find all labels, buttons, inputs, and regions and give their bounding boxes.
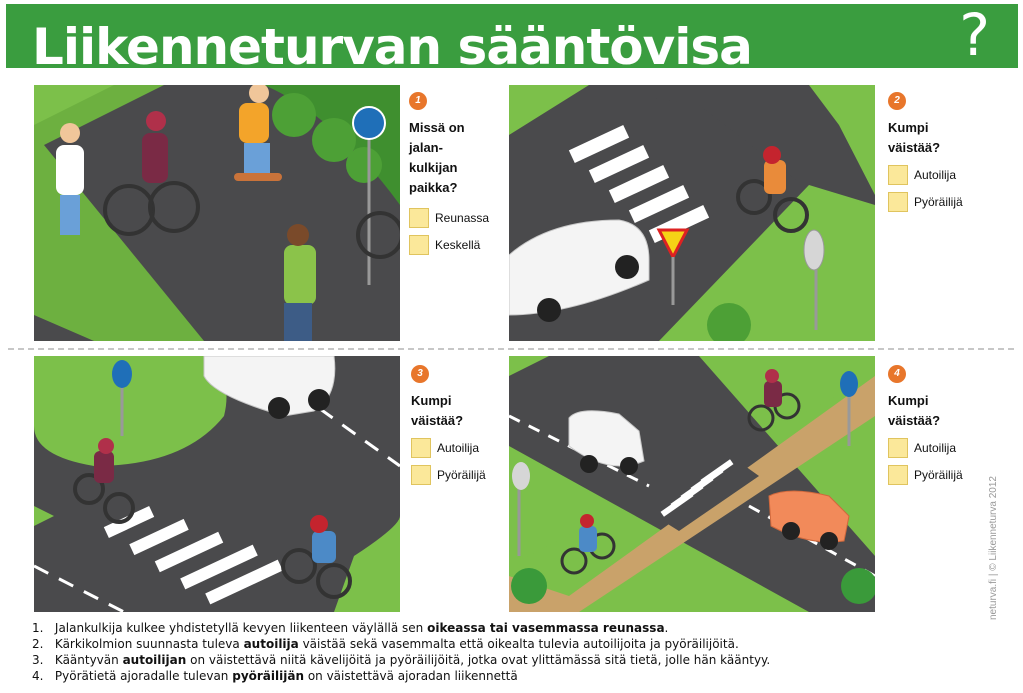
option-label: Autoilija (437, 441, 480, 455)
checkbox[interactable] (888, 192, 908, 212)
answer-text: Kärkikolmion suunnasta tuleva (54, 637, 244, 651)
answer-number: 4. (32, 669, 44, 683)
answer-item (32, 652, 992, 668)
checkbox[interactable] (888, 465, 908, 485)
page-title: Liikenneturvan sääntövisa (32, 18, 752, 68)
answer-item (32, 668, 992, 684)
option-label: Reunassa (435, 211, 490, 225)
option-label: Pyöräilijä (914, 195, 963, 209)
header-banner (6, 4, 1018, 68)
question-4-number: 4 (888, 365, 906, 383)
answer-number: 3. (32, 653, 44, 667)
scene-1-illustration (34, 85, 400, 341)
section-divider (8, 348, 1014, 350)
option-label: Pyöräilijä (437, 468, 486, 482)
option-label: Autoilija (914, 168, 957, 182)
question-2-number: 2 (888, 92, 906, 110)
answer-bold: oikeassa tai vasemmassa reunassa (427, 621, 665, 635)
scene-4-illustration (509, 356, 875, 612)
question-2-text: Kumpi väistää? (888, 120, 941, 155)
option-label: Autoilija (914, 441, 957, 455)
question-4-text: Kumpi väistää? (888, 393, 941, 428)
question-1-number: 1 (409, 92, 427, 110)
question-1-panel (409, 92, 509, 255)
question-mark-icon: ? (959, 4, 990, 68)
copyright-credit: neturva.fi | © Liikenneturva 2012 (988, 476, 999, 620)
answer-text: on väistettävä ajoradan liikennettä (304, 669, 518, 683)
question-3-text: Kumpi väistää? (411, 393, 464, 428)
answer-bold: autoilijan (122, 653, 187, 667)
answer-bold: autoilija (243, 637, 299, 651)
answer-text: Pyörätietä ajoradalle tulevan (54, 669, 233, 683)
checkbox[interactable] (888, 438, 908, 458)
question-2-option-2[interactable] (888, 192, 988, 212)
answer-text: on väistettävä niitä kävelijöitä ja pyöräilijöitä, jotka ovat ylittämässä sitä tietä, jolle hän kääntyy. (186, 653, 771, 667)
answer-text: Jalankulkija kulkee yhdistetyllä kevyen liikenteen väylällä sen (54, 621, 428, 635)
question-2-panel (888, 92, 988, 212)
question-2-option-1[interactable] (888, 165, 988, 185)
checkbox[interactable] (409, 235, 429, 255)
question-3-number: 3 (411, 365, 429, 383)
question-3-option-1[interactable] (411, 438, 511, 458)
scene-2-illustration (509, 85, 875, 341)
option-label: Pyöräilijä (914, 468, 963, 482)
checkbox[interactable] (411, 438, 431, 458)
answer-number: 2. (32, 637, 44, 651)
checkbox[interactable] (411, 465, 431, 485)
answer-item (32, 620, 992, 636)
question-3-panel (411, 365, 511, 485)
question-3-option-2[interactable] (411, 465, 511, 485)
answer-text: . (664, 621, 669, 635)
question-4-panel (888, 365, 988, 485)
question-4-option-1[interactable] (888, 438, 988, 458)
answer-item (32, 636, 992, 652)
checkbox[interactable] (409, 208, 429, 228)
question-4-option-2[interactable] (888, 465, 988, 485)
answer-number: 1. (32, 621, 44, 635)
question-1-option-1[interactable] (409, 208, 509, 228)
option-label: Keskellä (435, 238, 481, 252)
answer-text: väistää sekä vasemmalta että oikealta tulevia autoilijoita ja pyöräilijöitä. (298, 637, 739, 651)
question-1-option-2[interactable] (409, 235, 509, 255)
answers-list (10, 620, 992, 684)
answer-text: Kääntyvän (54, 653, 123, 667)
answer-bold: pyöräilijän (232, 669, 304, 683)
scene-3-illustration (34, 356, 400, 612)
question-1-text: Missä on jalan- kulkijan paikka? (409, 120, 465, 195)
checkbox[interactable] (888, 165, 908, 185)
